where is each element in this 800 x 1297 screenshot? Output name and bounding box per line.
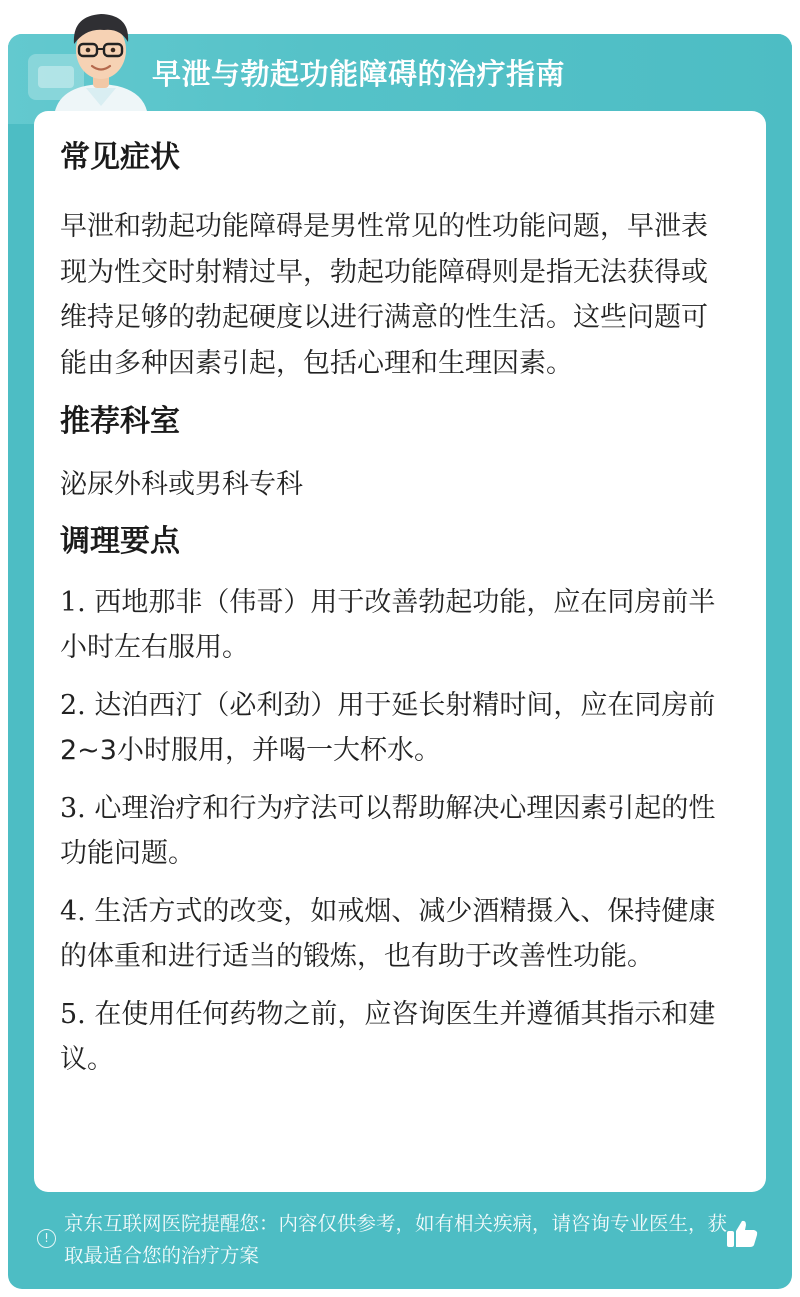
item-number: 4. xyxy=(60,895,86,927)
doctor-avatar xyxy=(46,6,156,116)
list-item xyxy=(60,786,725,877)
list-item xyxy=(60,992,725,1083)
care-points-heading: 调理要点 xyxy=(60,523,180,559)
list-item xyxy=(60,683,725,774)
item-text: 生活方式的改变，如戒烟、减少酒精摄入、保持健康的体重和进行适当的锻炼，也有助于改善性功能。 xyxy=(60,895,716,972)
item-number: 2. xyxy=(60,689,86,721)
item-text: 心理治疗和行为疗法可以帮助解决心理因素引起的性功能问题。 xyxy=(60,792,716,869)
item-number: 5. xyxy=(60,998,86,1030)
info-icon: ! xyxy=(37,1229,56,1248)
guide-content xyxy=(60,128,725,1099)
list-item xyxy=(60,580,725,671)
care-points-list xyxy=(60,580,725,1083)
symptoms-text: 早泄和勃起功能障碍是男性常见的性功能问题，早泄表现为性交时射精过早，勃起功能障碍则是指无法获得或维持足够的勃起硬度以进行满意的性生活。这些问题可能由多种因素引起，包括心理和生理因素。 xyxy=(60,211,708,379)
item-number: 3. xyxy=(60,792,86,824)
page-title: 早泄与勃起功能障碍的治疗指南 xyxy=(152,57,566,91)
disclaimer-notice: 京东互联网医院提醒您：内容仅供参考，如有相关疾病，请咨询专业医生，获取最适合您的治疗方案 xyxy=(64,1212,728,1267)
department-heading: 推荐科室 xyxy=(60,404,180,439)
list-item xyxy=(60,889,725,980)
item-text: 达泊西汀（必利劲）用于延长射精时间，应在同房前2~3小时服用，并喝一大杯水。 xyxy=(60,689,716,766)
thumbs-up-icon[interactable] xyxy=(724,1216,760,1252)
item-text: 在使用任何药物之前，应咨询医生并遵循其指示和建议。 xyxy=(60,998,716,1075)
item-text: 西地那非（伟哥）用于改善勃起功能，应在同房前半小时左右服用。 xyxy=(60,586,716,663)
department-text: 泌尿外科或男科专科 xyxy=(60,469,303,500)
item-number: 1. xyxy=(60,586,86,618)
symptoms-heading: 常见症状 xyxy=(60,140,180,175)
